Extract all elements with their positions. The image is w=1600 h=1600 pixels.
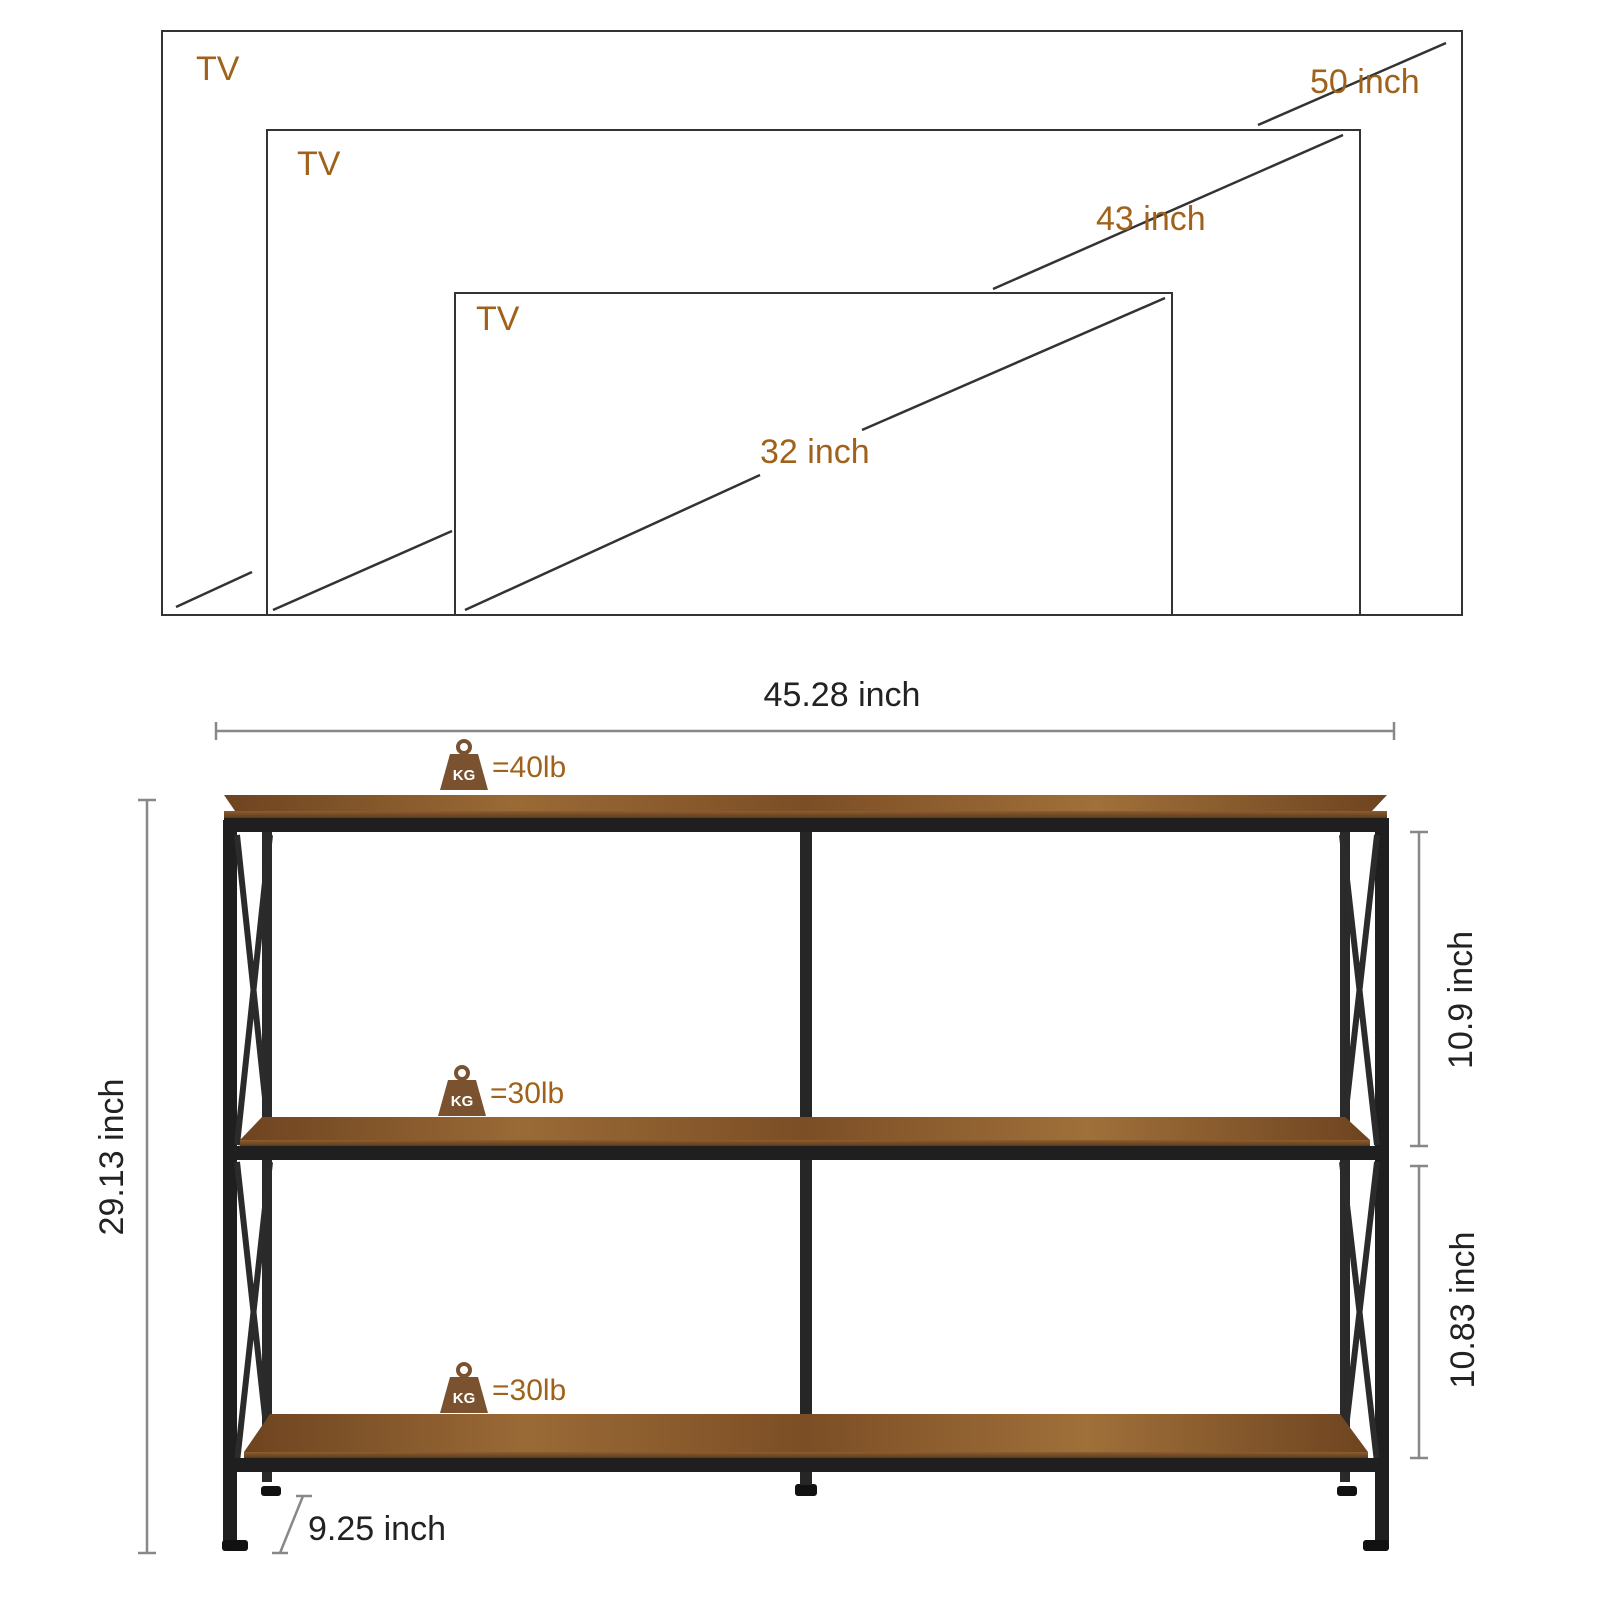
width-label: 45.28 inch (763, 676, 921, 714)
tv-43-size-label: 43 inch (1096, 200, 1206, 238)
tv-size-comparison (162, 31, 1462, 615)
depth-dimension (272, 1496, 446, 1553)
load-bottom (440, 1364, 566, 1413)
depth-label: 9.25 inch (308, 1510, 446, 1548)
tv-43-label: TV (297, 145, 341, 183)
tv-32-size-label: 32 inch (760, 433, 870, 471)
load-middle-badge: KG (450, 1093, 474, 1110)
foot-back-left (261, 1486, 281, 1496)
tv-32-label: TV (476, 300, 520, 338)
load-top-text: =40lb (492, 751, 567, 784)
tv-32-inch (455, 293, 1172, 615)
depth-line (280, 1496, 303, 1553)
middle-shelf (226, 1117, 1388, 1160)
height-label: 29.13 inch (93, 1078, 131, 1236)
foot-front-right (1363, 1540, 1389, 1551)
load-bottom-badge: KG (452, 1390, 476, 1407)
lower-gap-dimension (1410, 1166, 1482, 1458)
lower-gap-label: 10.83 inch (1444, 1231, 1482, 1389)
center-post-upper (800, 832, 812, 1117)
top-shelf (224, 795, 1389, 832)
leg-front-left (223, 820, 237, 1542)
foot-front-left (222, 1540, 248, 1551)
load-top-badge: KG (452, 767, 476, 784)
width-dimension (216, 676, 1394, 740)
bottom-shelf (226, 1414, 1388, 1472)
tv-50-size-label: 50 inch (1310, 63, 1420, 101)
console-table (222, 795, 1389, 1551)
tv-50-diagonal-lower (176, 572, 252, 607)
load-middle (438, 1067, 564, 1116)
upper-gap-dimension (1410, 832, 1480, 1146)
load-top (440, 741, 566, 790)
tv-50-label: TV (196, 50, 240, 88)
load-middle-text: =30lb (490, 1077, 565, 1110)
load-bottom-text: =30lb (492, 1374, 567, 1407)
foot-center (795, 1484, 817, 1496)
upper-gap-label: 10.9 inch (1442, 931, 1480, 1069)
foot-back-right (1337, 1486, 1357, 1496)
height-dimension (93, 800, 156, 1553)
